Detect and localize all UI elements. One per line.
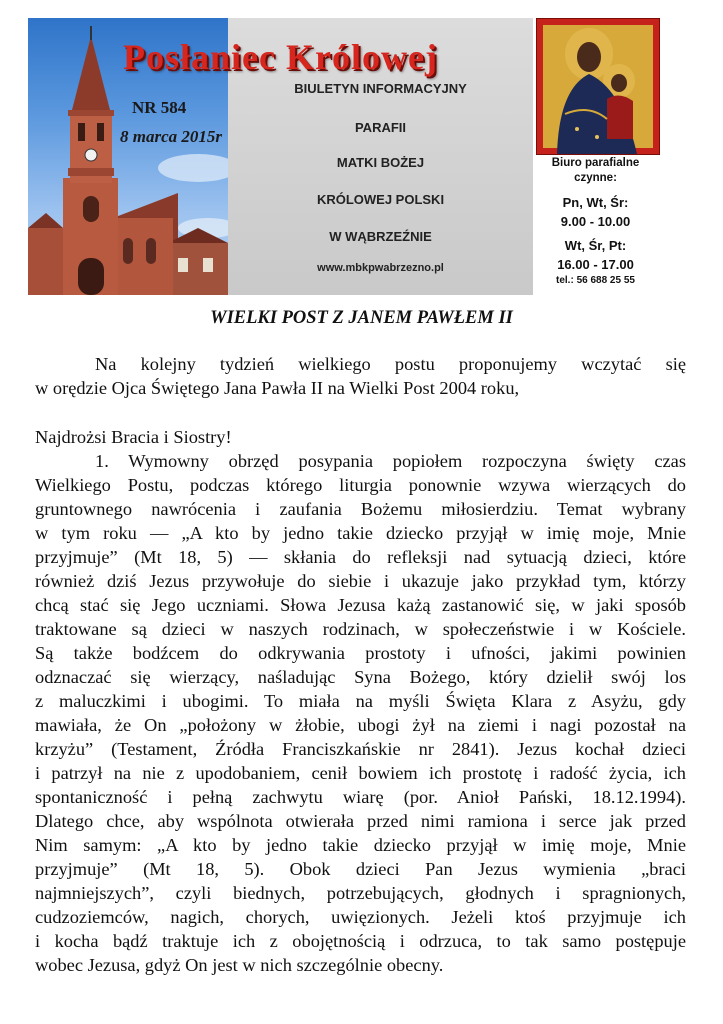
text-line: Wielkiego Postu, podczas którego liturgia ponownie wzywa wierzących do [35,475,686,495]
text-line: cudzoziemców, nagich, chorych, uwięzionych. Jeżeli ktoś przyjmuje ich [35,907,686,927]
bulletin-line: BIULETYN INFORMACYJNY [294,81,467,96]
black-madonna-icon [536,18,660,155]
text-line: mawiała, że On „położony w żłobie, ubogi żył na ziemi i nagi pozostał na [35,715,686,735]
office-hours-2: 16.00 - 17.00 [557,257,634,272]
text-line: 1. Wymowny obrzęd posypania popiołem rozpoczyna święty czas [95,451,686,471]
text-line: wobec Jezusa, gdyż On jest w nich szczególnie obecny. [35,955,444,975]
office-hours-panel [533,18,658,295]
text-line: Są także bodźcem do odkrywania prostoty i ufności, jakimi powinien [35,643,686,663]
bulletin-line: PARAFII [354,120,407,135]
header-banner [28,18,658,295]
text-line: z maluczkimi i ubogimi. To miała na myśli Święta Klara z Asyżu, gdy [35,691,686,711]
issue-number: NR 584 [132,98,187,117]
text-line: najmniejszych”, czyli biednych, potrzebujących, głodnych i spragnionych, [35,883,686,903]
text-line: przyjmuje” (Mt 18, 5) — skłania do refleksji nad sytuacją dzieci, które [35,547,686,567]
masthead-title: Posłaniec Królowej [123,37,438,77]
bulletin-line: W WĄBRZEŹNIE [329,229,432,244]
text-line: Na kolejny tydzień wielkiego postu proponujemy wczytać się [95,354,686,374]
office-days-2: Wt, Śr, Pt: [564,238,627,253]
issue-date: 8 marca 2015r [120,127,222,146]
office-hours-1: 9.00 - 10.00 [560,214,631,229]
text-line: przyjmuje” (Mt 18, 5). Obok dzieci Pan Jezus wymienia „braci [35,859,686,879]
text-line: spontaniczność i pełną zachwytu wiarę (por. Anioł Pański, 18.12.1994). [35,787,686,807]
text-line: chcą stać się Jego uczniami. Słowa Jezusa każą zastanowić się, w jaki sposób [35,595,686,615]
text-line: Dlatego chce, aby wspólnota otwierała przed nimi ramiona i serce jak przed [35,811,686,831]
salutation: Najdrożsi Bracia i Siostry! [35,427,232,447]
text-line: Nim samym: „A kto by jedno takie dziecko przyjął w imię moje, Mnie [35,835,686,855]
text-line: krzyżu” (Testament, Źródła Franciszkańskie nr 2841). Jezus kochał dzieci [35,739,686,759]
bulletin-line: MATKI BOŻEJ [336,155,425,170]
text-line: i kocha bądź traktuje ich z obojętnością i odrzuca, to tak samo postępuje [35,931,686,951]
text-line: traktowane są dzieci w naszych rodzinach, w społeczeństwie i w Kościele. [35,619,686,639]
text-line: gruntownego nawrócenia i zaufania Bożemu miłosierdziu. Temat wybrany [35,499,686,519]
office-days-1: Pn, Wt, Śr: [562,195,629,210]
office-phone: tel.: 56 688 25 55 [556,275,635,286]
office-title-2: czynne: [574,172,617,184]
text-line: i patrzył na nie z upodobaniem, cenił bowiem ich prostotę i radość życia, ich [35,763,686,783]
text-line: również dziś Jezus przywołuje do siebie i ukazuje jako przykład tym, którzy [35,571,686,591]
text-line: odznaczać się wierzący, naśladując Syna Bożego, który dzielił swój los [35,667,686,687]
bulletin-line: KRÓLOWEJ POLSKI [316,192,445,207]
text-line: w tym roku — „A kto by jedno takie dziecko przyjął w imię moje, Mnie [35,523,686,543]
text-line: w orędzie Ojca Świętego Jana Pawła II na Wielki Post 2004 roku, [35,378,520,398]
office-title: Biuro parafialne [551,157,640,169]
website-link[interactable]: www.mbkpwabrzezno.pl [317,262,444,274]
article-title: WIELKI POST Z JANEM PAWŁEM II [210,308,513,328]
